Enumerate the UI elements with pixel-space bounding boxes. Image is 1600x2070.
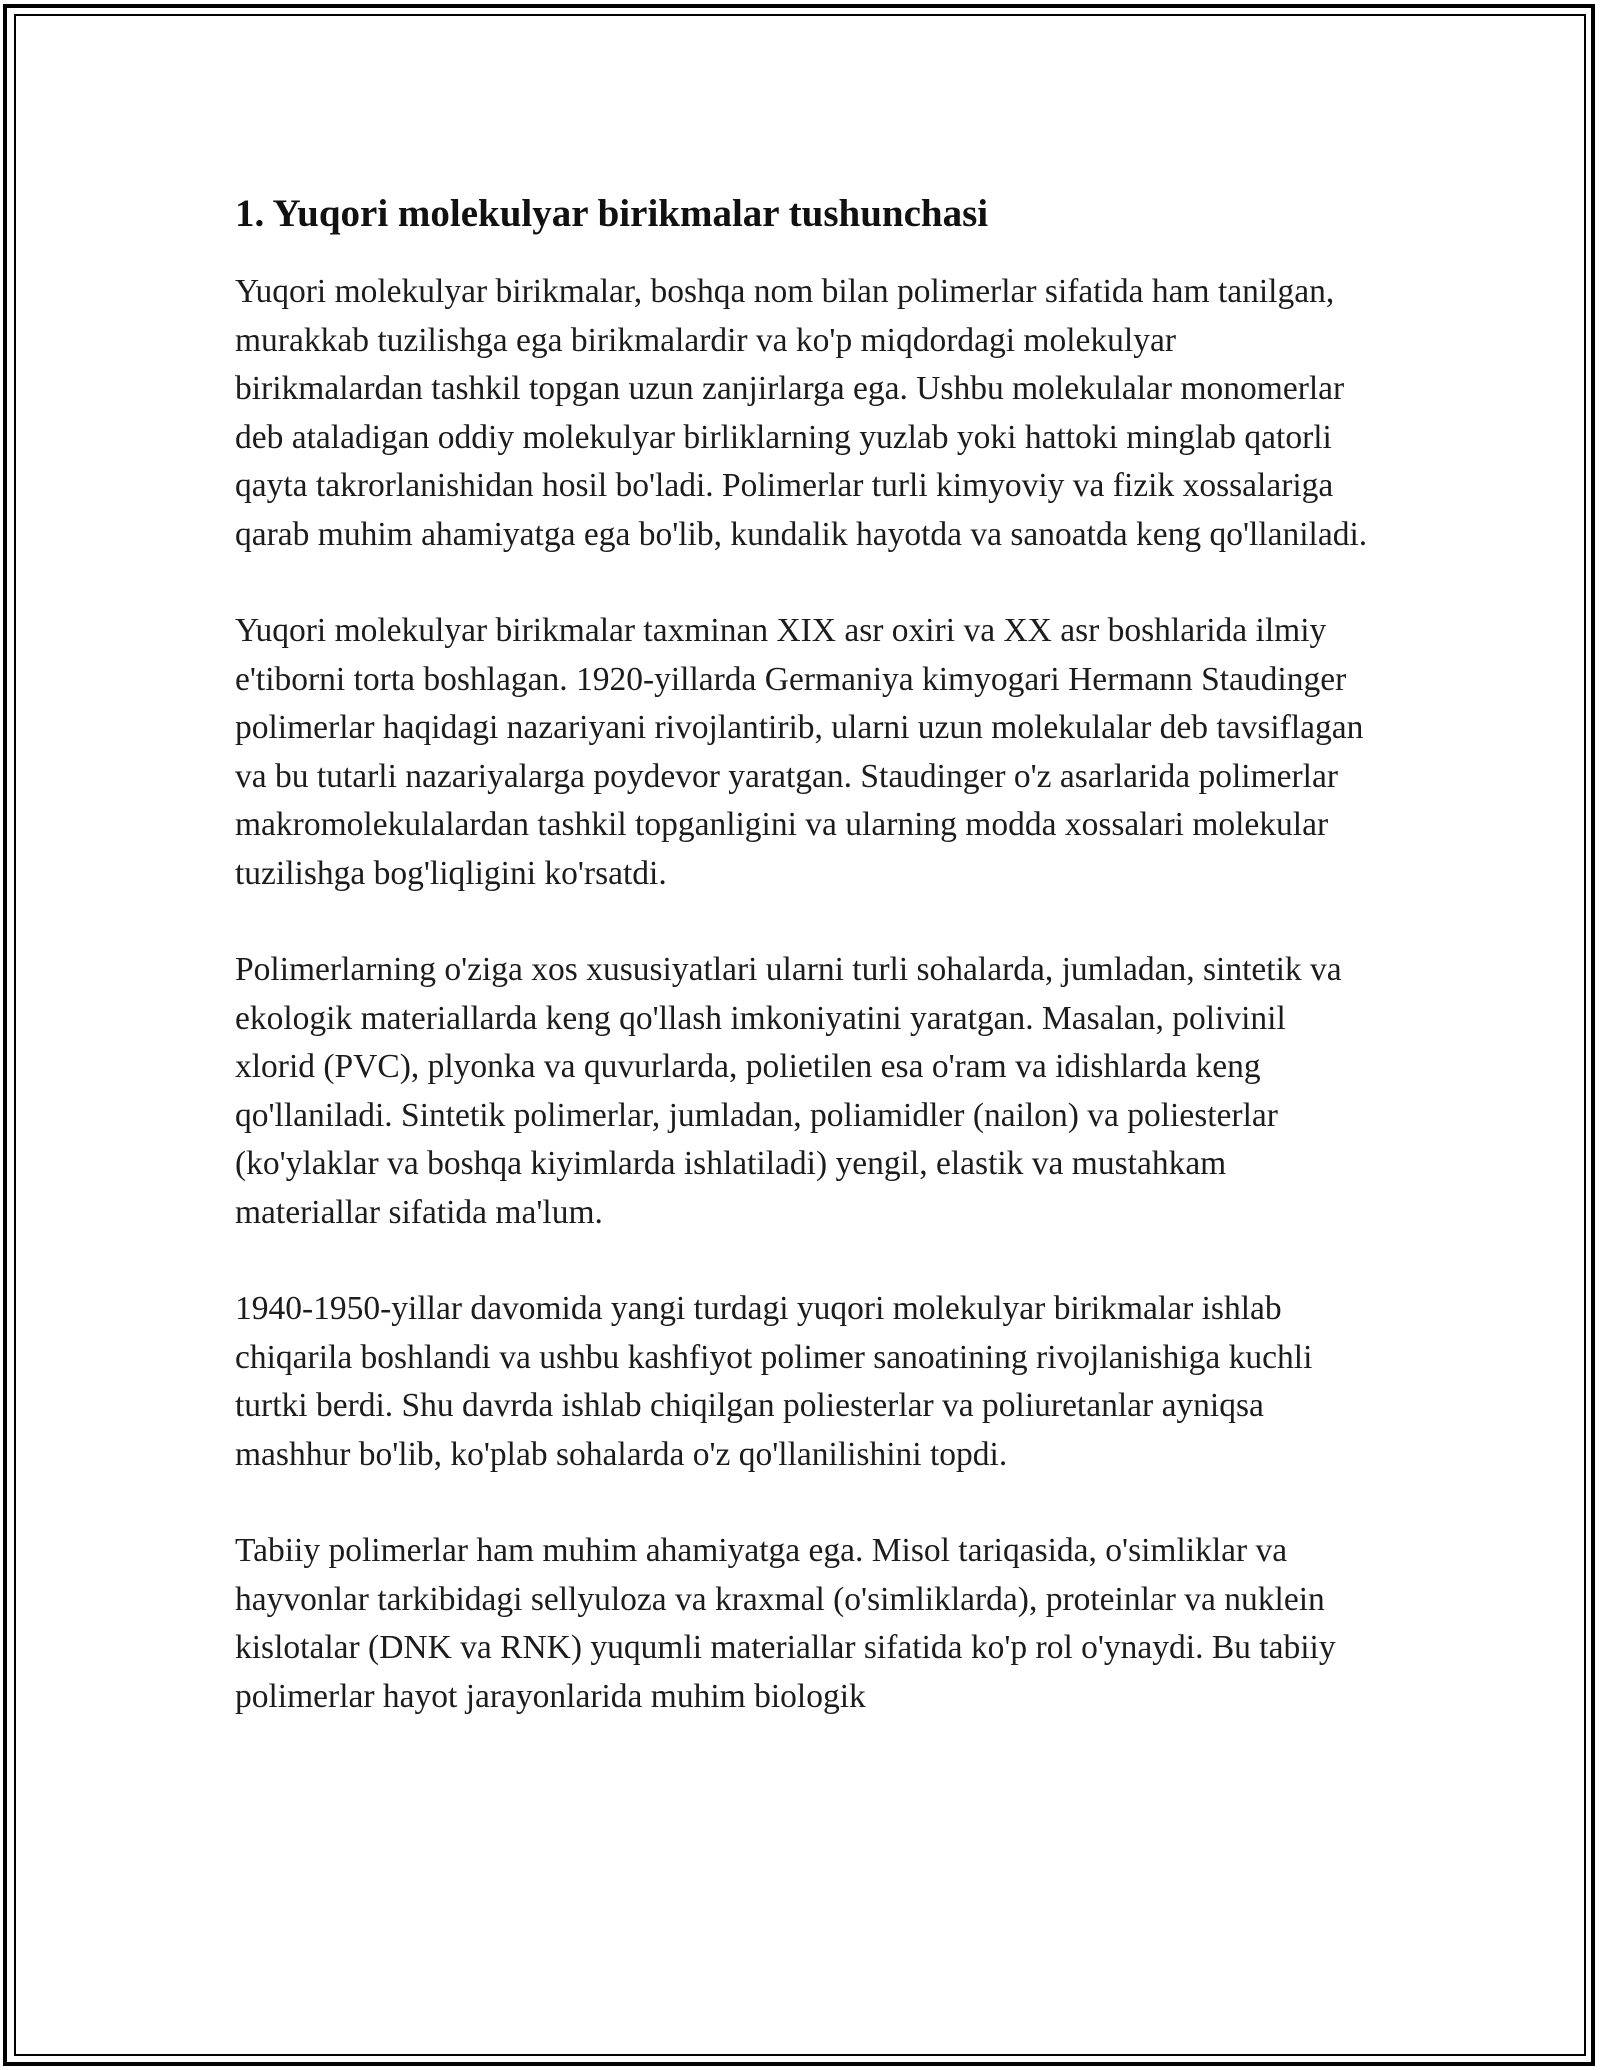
paragraph-5: Tabiiy polimerlar ham muhim ahamiyatga ega. Misol tariqasida, o'simliklar va hayvonlar tarkibidagi sellyuloza va kraxmal (o'simliklarda), proteinlar va nuklein kislotalar (DNK va RNK) yuqumli materiallar sifatida ko'p rol o'ynaydi. Bu tabiiy polimerlar hayot jarayonlarida muhim biologik — [235, 1532, 1336, 1715]
paragraph-2: Yuqori molekulyar birikmalar taxminan XIX asr oxiri va XX asr boshlarida ilmiy e'tiborni torta boshlagan. 1920-yillarda Germaniya kimyogari Hermann Staudinger polimerlar haqidagi nazariyani rivojlantirib, ularni uzun molekulalar deb tavsiflagan va bu tutarli nazariyalarga poydevor yaratgan. Staudinger o'z asarlarida polimerlar makromolekulalardan tashkil topganligini va ularning modda xossalari molekular tuzilishga bog'liqligini ko'rsatdi. — [235, 612, 1364, 892]
paragraph-3: Polimerlarning o'ziga xos xususiyatlari ularni turli sohalarda, jumladan, sintetik va ekologik materiallarda keng qo'llash imkoniyatini yaratgan. Masalan, polivinil xlorid (PVC), plyonka va quvurlarda, polietilen esa o'ram va idishlarda keng qo'llaniladi. Sintetik polimerlar, jumladan, poliamidler (nailon) va poliesterlar (ko'ylaklar va boshqa kiyimlarda ishlatiladi) yengil, elastik va mustahkam materiallar sifatida ma'lum. — [235, 951, 1342, 1231]
paragraph-1: Yuqori molekulyar birikmalar, boshqa nom bilan polimerlar sifatida ham tanilgan, murakkab tuzilishga ega birikmalardir va ko'p miqdordagi molekulyar birikmalardan tashkil topgan uzun zanjirlarga ega. Ushbu molekulalar monomerlar deb ataladigan oddiy molekulyar birliklarning yuzlab yoki hattoki minglab qatorli qayta takrorlanishidan hosil bo'ladi. Polimerlar turli kimyoviy va fizik xossalariga qarab muhim ahamiyatga ega bo'lib, kundalik hayotda va sanoatda keng qo'llaniladi. — [235, 273, 1368, 553]
document-body — [235, 182, 1370, 1769]
section-heading: 1. Yuqori molekulyar birikmalar tushunchasi — [235, 192, 989, 235]
paragraph-4: 1940-1950-yillar davomida yangi turdagi yuqori molekulyar birikmalar ishlab chiqarila boshlandi va ushbu kashfiyot polimer sanoatining rivojlanishiga kuchli turtki berdi. Shu davrda ishlab chiqilgan poliesterlar va poliuretanlar ayniqsa mashhur bo'lib, ko'plab sohalarda o'z qo'llanilishini topdi. — [235, 1290, 1313, 1473]
